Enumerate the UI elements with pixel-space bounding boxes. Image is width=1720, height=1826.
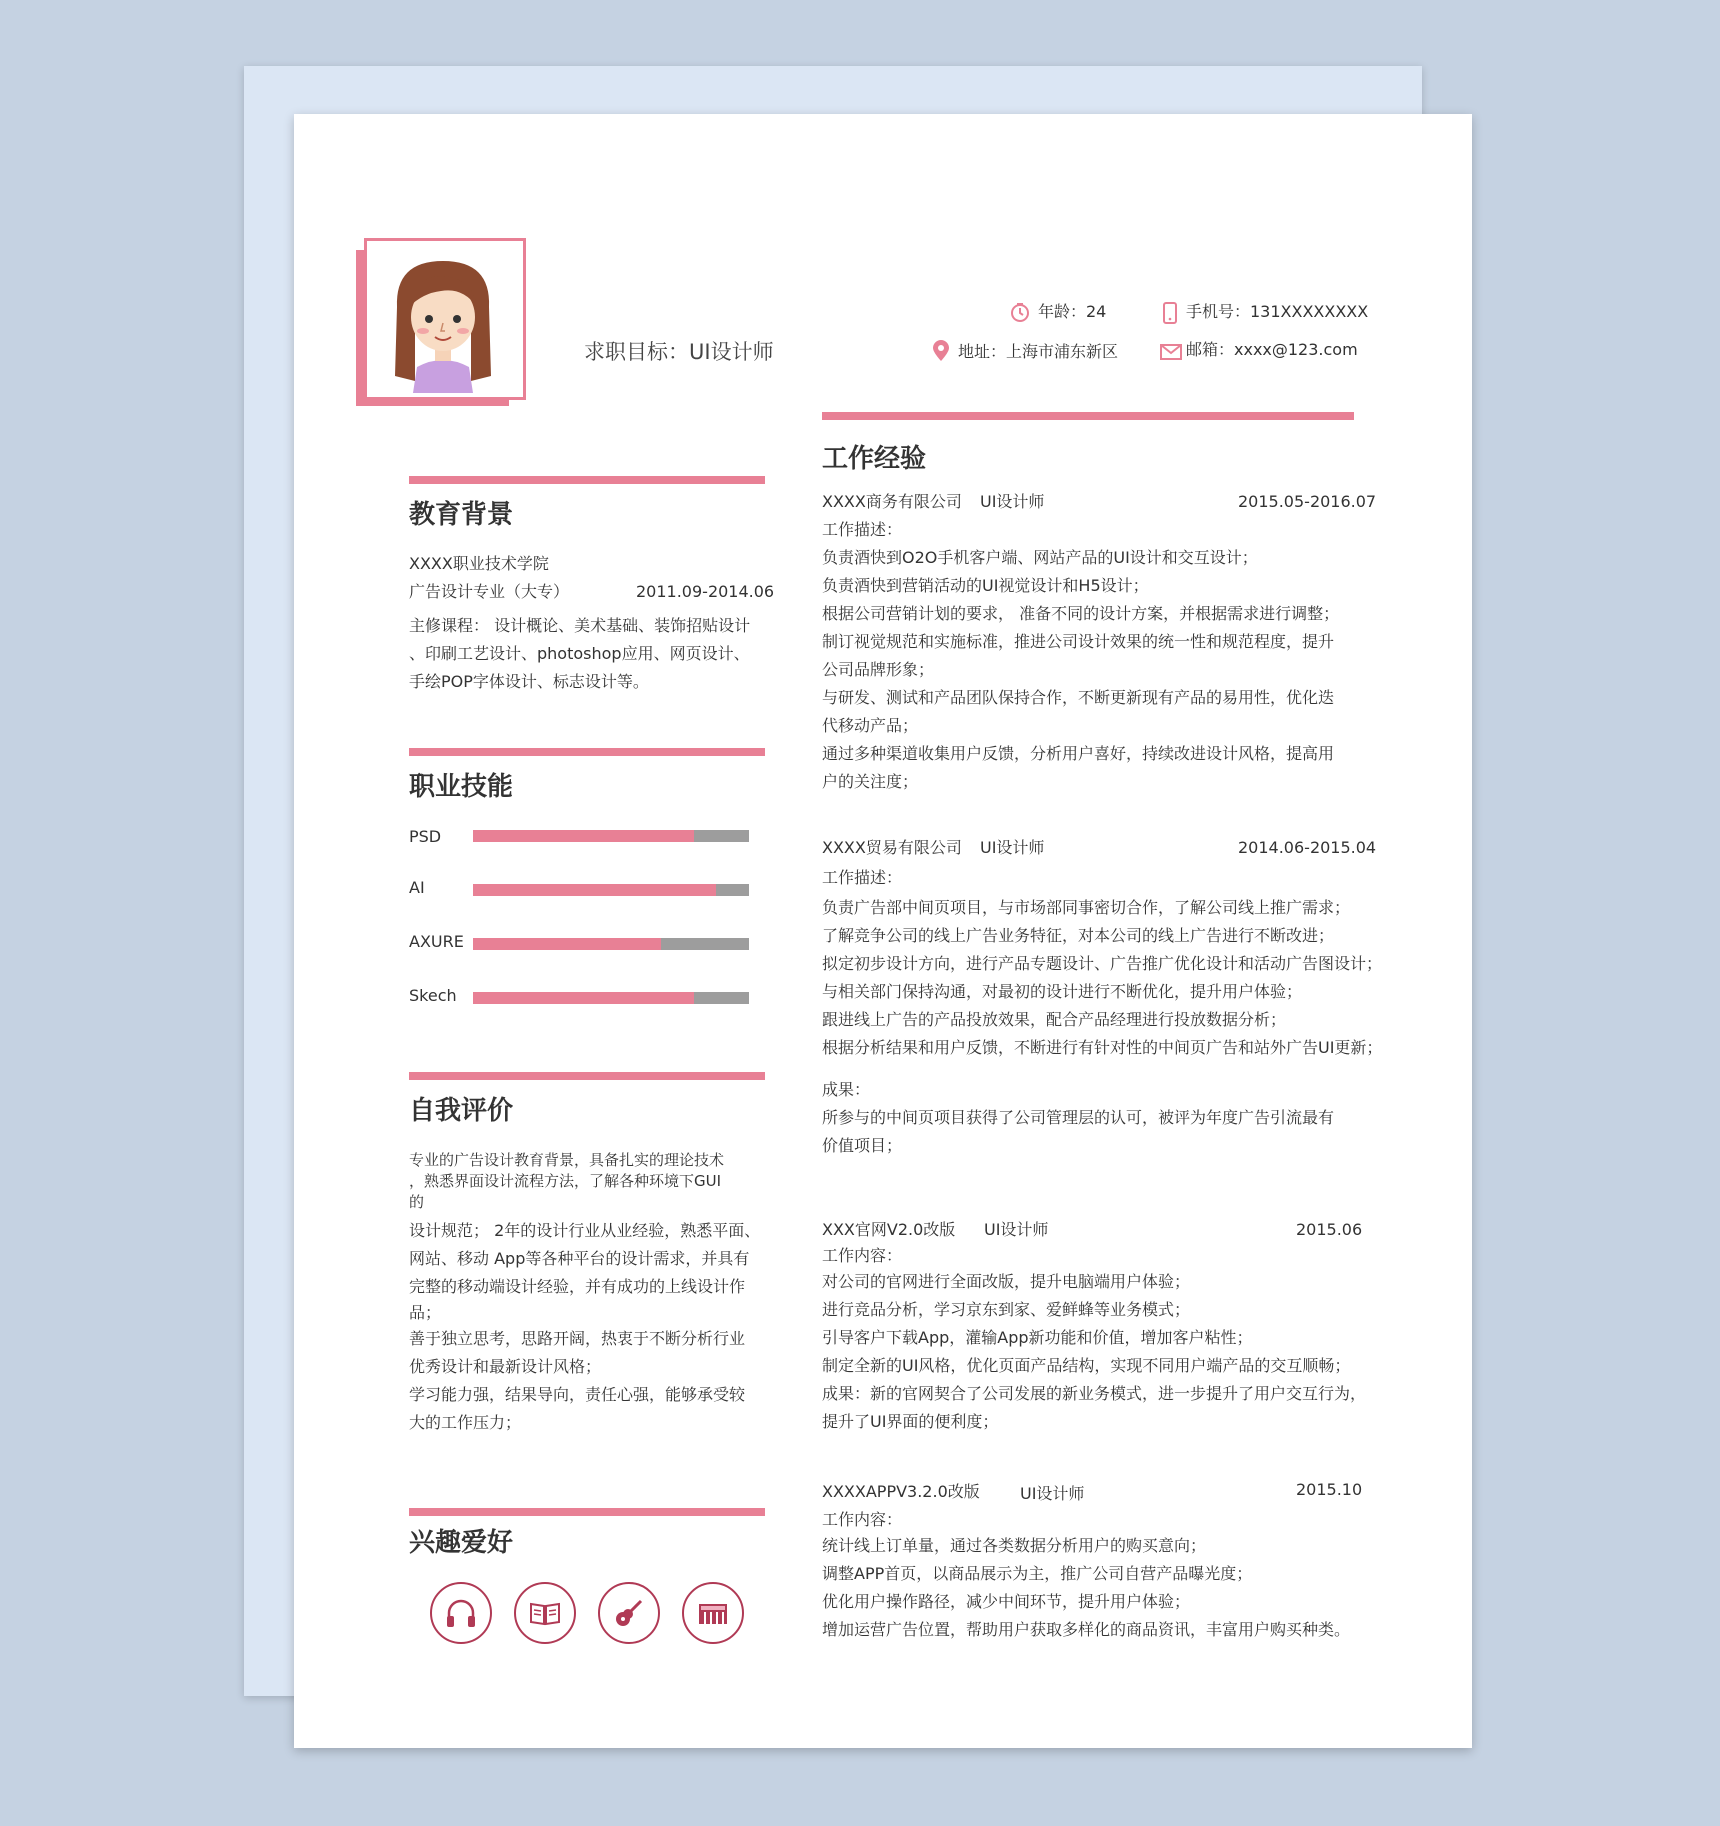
- skill-name: AXURE: [409, 932, 464, 951]
- job-desc: [822, 1532, 1350, 1644]
- job-line: 根据公司营销计划的要求， 准备不同的设计方案，并根据需求进行调整；: [822, 604, 1340, 623]
- job-role: UI设计师: [984, 1220, 1049, 1239]
- skill-fill: [473, 830, 694, 842]
- work-title: 工作经验: [822, 444, 927, 474]
- address-text: 地址：上海市浦东新区: [958, 342, 1119, 361]
- project-title: XXX官网V2.0改版: [822, 1220, 956, 1239]
- skill-bar-psd: [473, 830, 749, 842]
- self-eval-line: 专业的广告设计教育背景，具备扎实的理论技术: [409, 1151, 725, 1169]
- course-line: 手绘POP字体设计、标志设计等。: [409, 672, 649, 691]
- job-result: [822, 1104, 1334, 1160]
- job-line: 公司品牌形象；: [822, 660, 935, 679]
- piano-icon: [682, 1582, 744, 1644]
- job-result-label: 成果：: [822, 1080, 871, 1099]
- course-line: 、印刷工艺设计、photoshop应用、网页设计、: [409, 644, 750, 663]
- job-line: 与研发、测试和产品团队保持合作，不断更新现有产品的易用性，优化迭: [822, 688, 1335, 707]
- job-line: 制定全新的UI风格，优化页面产品结构，实现不同用户端产品的交互顺畅；: [822, 1356, 1351, 1375]
- job-line: 户的关注度；: [822, 772, 919, 791]
- job-company: XXXX商务有限公司: [822, 492, 962, 511]
- job-line: 所参与的中间页项目获得了公司管理层的认可，被评为年度广告引流最有: [822, 1108, 1335, 1127]
- job-line: 成果：新的官网契合了公司发展的新业务模式，进一步提升了用户交互行为，: [822, 1384, 1367, 1403]
- job-line: 跟进线上广告的产品投放效果，配合产品经理进行投放数据分析；: [822, 1010, 1287, 1029]
- job-period: 2015.05-2016.07: [1238, 492, 1377, 511]
- clock-icon: [1010, 302, 1030, 322]
- education-major: 广告设计专业（大专）: [409, 582, 570, 601]
- job-line: 统计线上订单量，通过各类数据分析用户的购买意向；: [822, 1536, 1207, 1555]
- job-line: 增加运营广告位置，帮助用户获取多样化的商品资讯，丰富用户购买种类。: [822, 1620, 1351, 1639]
- self-eval-line: 设计规范； 2年的设计行业从业经验，熟悉平面、: [409, 1221, 761, 1240]
- job-line: 通过多种渠道收集用户反馈，分析用户喜好，持续改进设计风格，提高用: [822, 744, 1335, 763]
- job-line: 调整APP首页，以商品展示为主，推广公司自营产品曝光度；: [822, 1564, 1253, 1583]
- skill-fill: [473, 938, 661, 950]
- job-period: 2015.10: [1296, 1480, 1363, 1499]
- education-courses: [409, 612, 750, 696]
- job-company: XXXX贸易有限公司: [822, 838, 962, 857]
- work-divider: [822, 412, 1354, 420]
- job-line: 负责广告部中间页项目，与市场部同事密切合作，了解公司线上推广需求；: [822, 898, 1351, 917]
- job-role: UI设计师: [980, 838, 1045, 857]
- age-text: 年龄：24: [1038, 302, 1107, 321]
- skill-fill: [473, 992, 694, 1004]
- job-line: 引导客户下载App，灌输App新功能和价值，增加客户粘性；: [822, 1328, 1253, 1347]
- location-pin-icon: [932, 340, 950, 362]
- book-icon: [514, 1582, 576, 1644]
- self-eval-divider: [409, 1072, 765, 1080]
- job-desc-label: 工作内容：: [822, 1246, 903, 1265]
- job-line: 对公司的官网进行全面改版，提升电脑端用户体验；: [822, 1272, 1191, 1291]
- skill-bar-ai: [473, 884, 749, 896]
- headphones-icon: [430, 1582, 492, 1644]
- job-line: 进行竞品分析，学习京东到家、爱鲜蜂等业务模式；: [822, 1300, 1191, 1319]
- job-period: 2015.06: [1296, 1220, 1363, 1239]
- guitar-icon: [598, 1582, 660, 1644]
- job-line: 提升了UI界面的便利度；: [822, 1412, 999, 1431]
- job-line: 优化用户操作路径，减少中间环节，提升用户体验；: [822, 1592, 1191, 1611]
- skill-bar-axure: [473, 938, 749, 950]
- job-desc-label: 工作描述：: [822, 520, 903, 539]
- self-eval-line: 大的工作压力；: [409, 1413, 522, 1432]
- self-eval-title: 自我评价: [409, 1096, 514, 1126]
- job-role: UI设计师: [980, 492, 1045, 511]
- self-eval-line: 品；: [409, 1303, 442, 1322]
- job-period: 2014.06-2015.04: [1238, 838, 1377, 857]
- skill-bar-skech: [473, 992, 749, 1004]
- phone-text: 手机号：131XXXXXXXX: [1186, 302, 1369, 321]
- job-line: 根据分析结果和用户反馈，不断进行有针对性的中间页广告和站外广告UI更新；: [822, 1038, 1383, 1057]
- course-line: 主修课程： 设计概论、美术基础、装饰招贴设计: [409, 616, 751, 635]
- job-desc: [822, 544, 1339, 796]
- avatar-illustration: [367, 241, 523, 397]
- avatar: [364, 238, 526, 400]
- education-divider: [409, 476, 765, 484]
- job-desc-label: 工作内容：: [822, 1510, 903, 1529]
- job-line: 价值项目；: [822, 1136, 903, 1155]
- education-school: XXXX职业技术学院: [409, 554, 549, 573]
- education-period: 2011.09-2014.06: [636, 582, 775, 601]
- self-eval-body: [409, 1150, 760, 1437]
- skills-divider: [409, 748, 765, 756]
- job-line: 代移动产品；: [822, 716, 919, 735]
- self-eval-line: 善于独立思考，思路开阔，热衷于不断分析行业: [409, 1329, 746, 1348]
- skill-fill: [473, 884, 716, 896]
- job-role: UI设计师: [1020, 1484, 1085, 1503]
- job-line: 拟定初步设计方向，进行产品专题设计、广告推广优化设计和活动广告图设计；: [822, 954, 1383, 973]
- self-eval-line: ，熟悉界面设计流程方法，了解各种环境下GUI: [409, 1172, 722, 1190]
- email-text: 邮箱：xxxx@123.com: [1186, 340, 1358, 359]
- resume-page: [294, 114, 1472, 1748]
- self-eval-line: 的: [409, 1193, 425, 1211]
- hobbies-title: 兴趣爱好: [409, 1528, 514, 1558]
- job-line: 负责酒快到营销活动的UI视觉设计和H5设计；: [822, 576, 1149, 595]
- education-title: 教育背景: [409, 500, 514, 530]
- self-eval-line: 网站、移动 App等各种平台的设计需求，并具有: [409, 1249, 750, 1268]
- skill-name: PSD: [409, 827, 442, 846]
- skill-name: AI: [409, 878, 425, 897]
- job-desc-label: 工作描述：: [822, 868, 903, 887]
- phone-icon: [1162, 302, 1178, 324]
- job-line: 与相关部门保持沟通，对最初的设计进行不断优化，提升用户体验；: [822, 982, 1303, 1001]
- job-objective: 求职目标：UI设计师: [584, 340, 774, 364]
- job-line: 负责酒快到O2O手机客户端、网站产品的UI设计和交互设计；: [822, 548, 1258, 567]
- self-eval-line: 学习能力强，结果导向，责任心强，能够承受较: [409, 1385, 746, 1404]
- self-eval-line: 优秀设计和最新设计风格；: [409, 1357, 602, 1376]
- job-desc: [822, 894, 1382, 1062]
- skills-title: 职业技能: [409, 772, 514, 802]
- self-eval-line: 完整的移动端设计经验，并有成功的上线设计作: [409, 1277, 746, 1296]
- project-title: XXXXAPPV3.2.0改版: [822, 1482, 980, 1501]
- mail-icon: [1160, 342, 1182, 360]
- job-desc: [822, 1268, 1366, 1436]
- skill-name: Skech: [409, 986, 457, 1005]
- hobbies-divider: [409, 1508, 765, 1516]
- job-line: 制订视觉规范和实施标准，推进公司设计效果的统一性和规范程度，提升: [822, 632, 1335, 651]
- job-line: 了解竞争公司的线上广告业务特征，对本公司的线上广告进行不断改进；: [822, 926, 1335, 945]
